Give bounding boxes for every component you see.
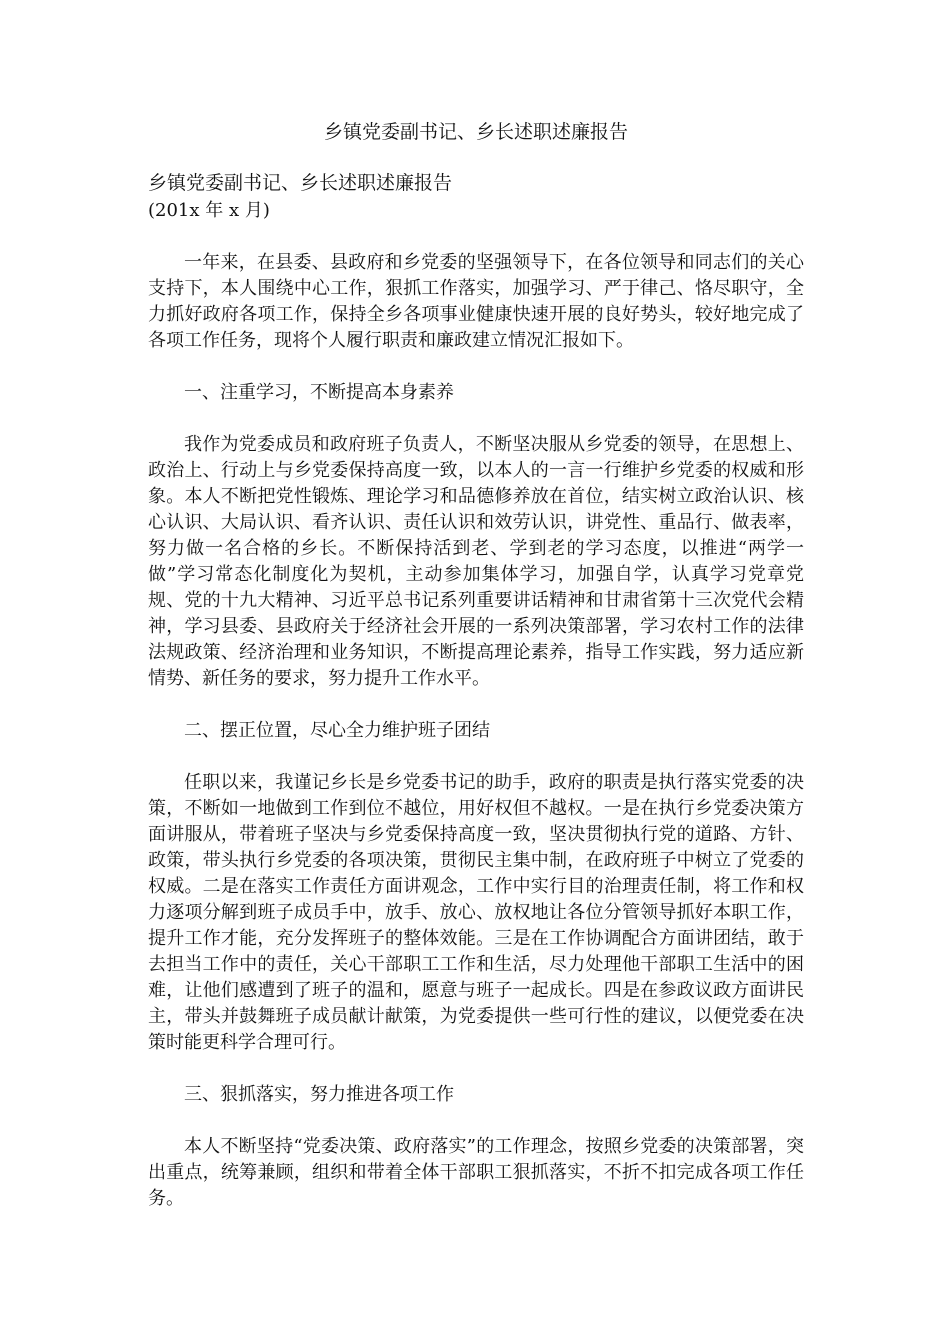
section-heading-3: 三、狠抓落实，努力推进各项工作 [184,1084,454,1105]
document-page [148,118,804,1238]
section-body-3: 本人不断坚持“党委决策、政府落实”的工作理念，按照乡党委的决策部署，突出重点，统筹兼顾，组织和带着全体干部职工狠抓落实，不折不扣完成各项工作任务。 [148,1136,804,1209]
section-body-2: 任职以来，我谨记乡长是乡党委书记的助手，政府的职责是执行落实党委的决策，不断如一地做到工作到位不越位，用好权但不越权。一是在执行乡党委决策方面讲服从，带着班子坚决与乡党委保持高度一致，坚决贯彻执行党的道路、方针、政策，带头执行乡党委的各项决策，贯彻民主集中制，在政府班子中树立了党委的权威。二是在落实工作责任方面讲观念，工作中实行目的治理责任制，将工作和权力逐项分解到班子成员手中，放手、放心、放权地让各位分管领导抓好本职工作，提升工作才能，充分发挥班子的整体效能。三是在工作协调配合方面讲团结，敢于去担当工作中的责任，关心干部职工工作和生活，尽力处理他干部职工生活中的困难，让他们感遭到了班子的温和，愿意与班子一起成长。四是在参政议政方面讲民主，带头并鼓舞班子成员献计献策，为党委提供一些可行性的建议，以便党委在决策时能更科学合理可行。 [148,772,804,1053]
document-subtitle: 乡镇党委副书记、乡长述职述廉报告 [148,172,453,194]
document-date: (201x 年 x 月) [148,200,270,221]
document-title: 乡镇党委副书记、乡长述职述廉报告 [323,121,628,143]
section-body-1: 我作为党委成员和政府班子负责人，不断坚决服从乡党委的领导，在思想上、政治上、行动上与乡党委保持高度一致，以本人的一言一行维护乡党委的权威和形象。本人不断把党性锻炼、理论学习和品德修养放在首位，结实树立政治认识、核心认识、大局认识、看齐认识、责任认识和效劳认识，讲党性、重品行、做表率，努力做一名合格的乡长。不断保持活到老、学到老的学习态度，以推进“两学一做”学习常态化制度化为契机，主动参加集体学习，加强自学，认真学习党章党规、党的十九大精神、习近平总书记系列重要讲话精神和甘肃省第十三次党代会精神，学习县委、县政府关于经济社会开展的一系列决策部署，学习农村工作的法律法规政策、经济治理和业务知识，不断提高理论素养，指导工作实践，努力适应新情势、新任务的要求，努力提升工作水平。 [148,434,804,689]
section-heading-1: 一、注重学习，不断提高本身素养 [184,382,454,403]
intro-paragraph: 一年来，在县委、县政府和乡党委的坚强领导下，在各位领导和同志们的关心支持下，本人围绕中心工作，狠抓工作落实，加强学习、严于律己、恪尽职守，全力抓好政府各项工作，保持全乡各项事业健康快速开展的良好势头，较好地完成了各项工作任务，现将个人履行职责和廉政建立情况汇报如下。 [148,252,804,351]
section-heading-2: 二、摆正位置，尽心全力维护班子团结 [184,720,490,741]
